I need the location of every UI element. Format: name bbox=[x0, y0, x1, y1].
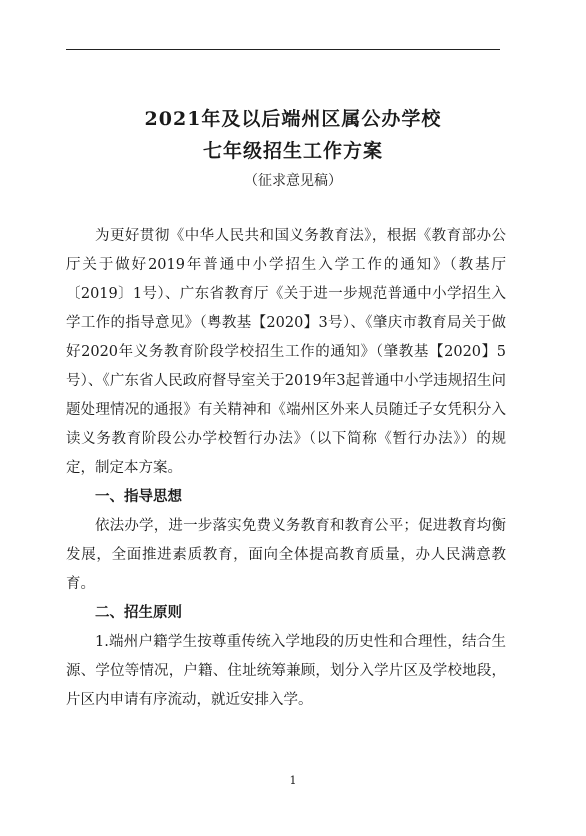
document-title-line1: 2021年及以后端州区属公办学校 bbox=[144, 108, 442, 130]
document-subtitle: （征求意见稿） bbox=[244, 173, 342, 189]
header-rule bbox=[66, 49, 500, 50]
intro-paragraph: 为更好贯彻《中华人民共和国义务教育法》，根据《教育部办公厅关于做好2019年普通中小学招生入学工作的通知》（教基厅〔2019〕1号）、广东省教育厅《关于进一步规范普通中小学招生入学工作的指导意见》（粤教基【2020】3号）、《肇庆市教育局关于做好2020年义务教育阶段学校招生工作的通知》（肇教基【2020】5号）、《广东省人民政府督导室关于2019年3起普通中小学违规招生问题处理情况的通报》有关精神和《端州区外来人员随迁子女凭积分入读义务教育阶段公办学校暂行办法》（以下简称《暂行办法》）的规定，制定本方案。 bbox=[66, 228, 506, 476]
document-body bbox=[66, 222, 506, 715]
section2-item1-paragraph: 1.端州户籍学生按尊重传统入学地段的历史性和合理性，结合生源、学位等情况，户籍、住址统筹兼顾，划分入学片区及学校地段，片区内申请有序流动，就近安排入学。 bbox=[66, 634, 506, 708]
document-title-line2: 七年级招生工作方案 bbox=[202, 140, 383, 162]
section1-paragraph: 依法办学，进一步落实免费义务教育和教育公平；促进教育均衡发展，全面推进素质教育，面向全体提高教育质量，办人民满意教育。 bbox=[66, 518, 506, 592]
page-number: 1 bbox=[289, 774, 297, 787]
section-heading-guiding-ideology: 一、指导思想 bbox=[95, 489, 182, 505]
section-heading-enrollment-principles: 二、招生原则 bbox=[95, 605, 182, 621]
